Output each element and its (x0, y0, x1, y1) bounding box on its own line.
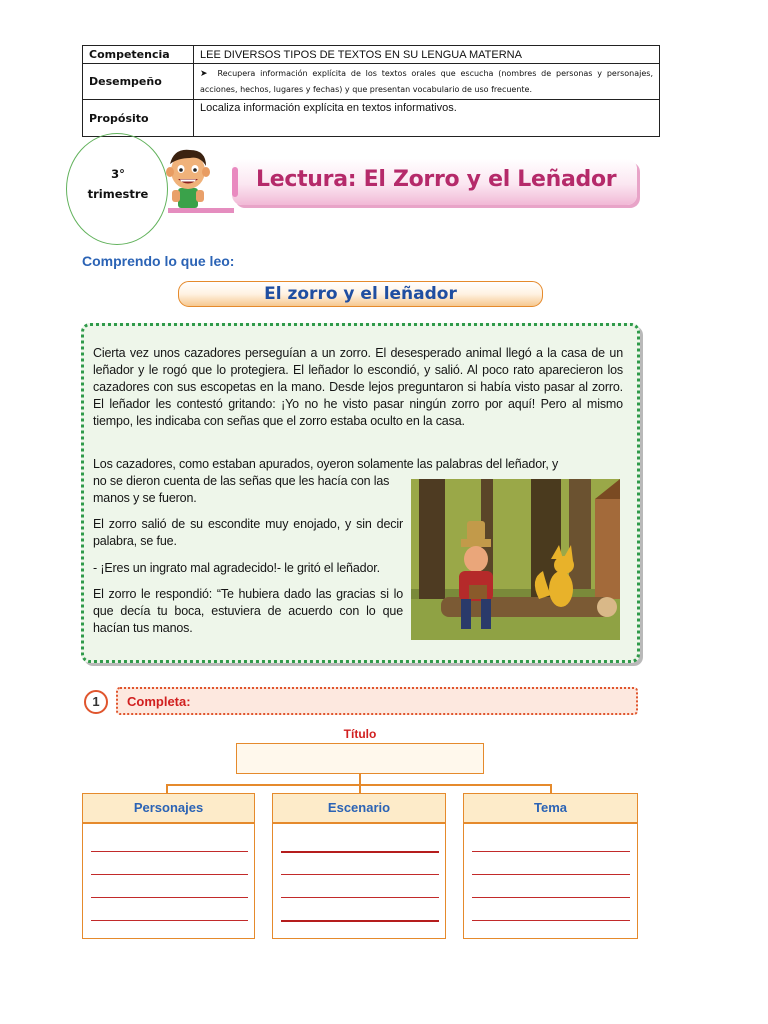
desempeno-cell (194, 64, 660, 100)
tema-answer-box[interactable] (463, 823, 638, 939)
completa-instruction: Completa: (127, 694, 191, 709)
personajes-answer-box[interactable] (82, 823, 255, 939)
comprendo-heading: Comprendo lo que leo: (82, 253, 235, 269)
connector (550, 784, 552, 793)
activity-number: 1 (84, 690, 108, 714)
proposito-value: Localiza información explícita en textos informativos. (194, 100, 660, 137)
story-paragraph-3: El zorro salió de su escondite muy enojado, y sin decir palabra, se fue. (93, 517, 403, 548)
story-paragraph-5: El zorro le respondió: “Te hubiera dado las gracias si lo que decía tu boca, estuviera de acuerdo con lo que hacían tus manos. (93, 587, 403, 635)
answer-line[interactable] (281, 897, 439, 898)
trimestre-label: trimestre (87, 187, 149, 201)
answer-line[interactable] (472, 851, 630, 852)
answer-line[interactable] (91, 874, 248, 875)
completa-banner (116, 687, 638, 715)
desempeno-label: Desempeño (83, 64, 194, 100)
bullet-arrow-icon: ➤ (200, 68, 208, 79)
info-table (82, 45, 660, 137)
competencia-label: Competencia (83, 46, 194, 64)
fox-woodcutter-illustration (411, 479, 620, 640)
boy-mascot-icon (160, 144, 216, 212)
personajes-header: Personajes (82, 793, 255, 823)
titulo-label: Título (343, 727, 377, 741)
story-title-box (178, 281, 543, 307)
desempeno-value: Recupera información explícita de los textos orales que escucha (nombres de personas y personajes, acciones, hechos, lugares y fechas) y que presentan vocabulario de uso frecuente. (200, 68, 653, 94)
escenario-header: Escenario (272, 793, 446, 823)
answer-line[interactable] (472, 897, 630, 898)
story-paragraph-2: no se dieron cuenta de las señas que les hacía con las manos y se fueron. (93, 474, 390, 505)
answer-line[interactable] (91, 897, 248, 898)
story-paragraph-4: - ¡Eres un ingrato mal agradecido!- le gritó el leñador. (93, 561, 380, 575)
connector (359, 784, 361, 793)
trimestre-number: 3° (111, 167, 125, 181)
lectura-banner (232, 159, 637, 205)
answer-line[interactable] (91, 851, 248, 852)
connector (359, 774, 361, 784)
tema-header: Tema (463, 793, 638, 823)
answer-line[interactable] (281, 851, 439, 853)
proposito-label: Propósito (83, 100, 194, 137)
connector (166, 784, 168, 793)
trimestre-badge (76, 164, 160, 204)
answer-line[interactable] (472, 874, 630, 875)
answer-line[interactable] (91, 920, 248, 921)
story-title: El zorro y el leñador (264, 284, 457, 304)
answer-line[interactable] (281, 920, 439, 922)
titulo-answer-box[interactable] (236, 743, 484, 774)
story-paragraph-2-line: Los cazadores, como estaban apurados, oyeron solamente las palabras del leñador, y (93, 457, 559, 471)
pink-divider (168, 208, 234, 213)
lectura-title: Lectura: El Zorro y el Leñador (256, 167, 617, 192)
answer-line[interactable] (281, 874, 439, 875)
story-paragraph-1: Cierta vez unos cazadores perseguían a un zorro. El desesperado animal llegó a la casa de un leñador y le rogó que lo protegiera. El leñador lo escondió, y salió. Al poco rato aparecieron los cazadores con sus escopetas en la mano. Desde lejos preguntaron si había visto pasar al zorro. El leñador les contestó gritando: ¡Yo no he visto pasar ningún zorro por aquí! Pero al mismo tiempo, les indicaba con señas que el zorro estaba oculto en la casa. (93, 346, 623, 428)
answer-line[interactable] (472, 920, 630, 921)
competencia-value: LEE DIVERSOS TIPOS DE TEXTOS EN SU LENGUA MATERNA (194, 46, 660, 64)
